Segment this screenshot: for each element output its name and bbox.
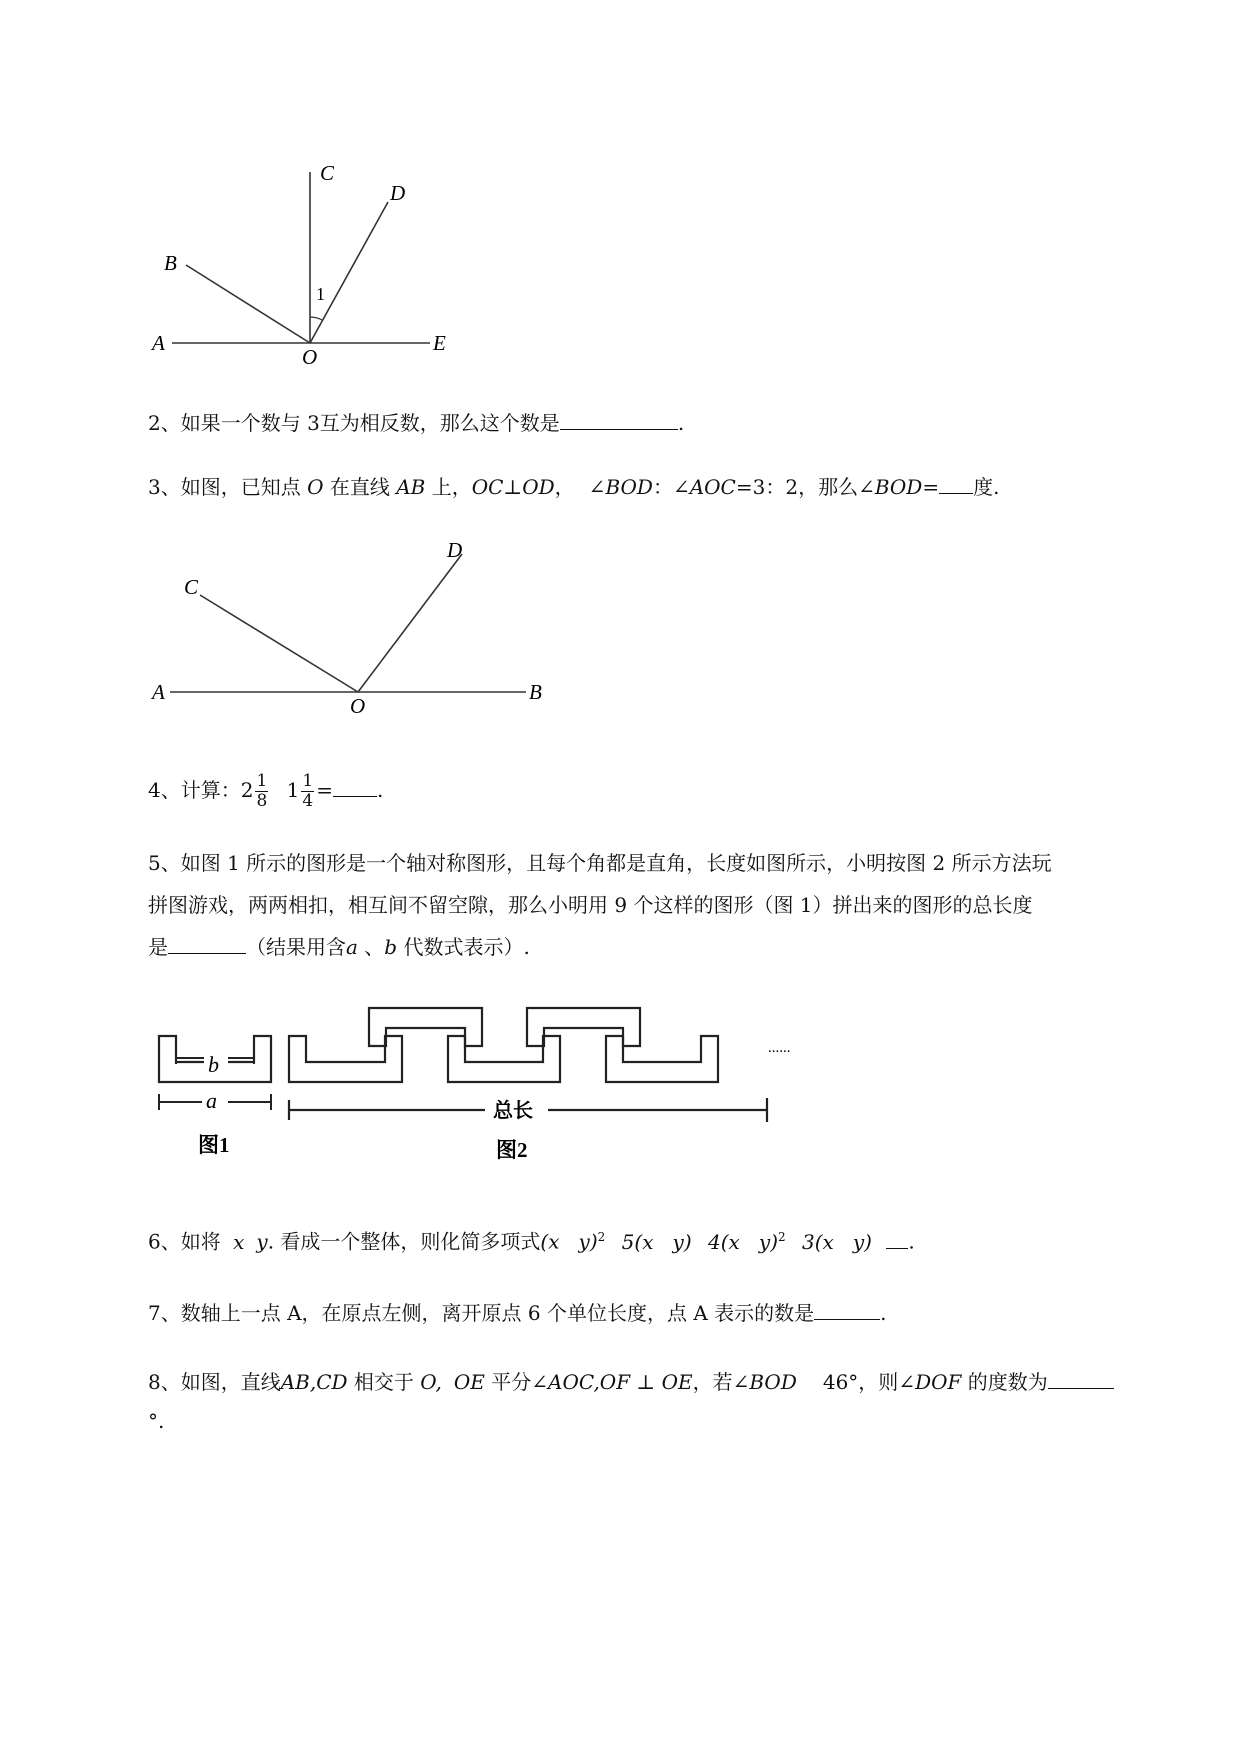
label-c: C: [320, 161, 335, 185]
q3-bod: BOD: [874, 475, 923, 499]
q3-angle: ∠: [672, 475, 690, 499]
question-5-line-1: 5、如图 1 所示的图形是一个轴对称图形，且每个角都是直角，长度如图所示，小明按图 2 所示方法玩: [148, 851, 1052, 875]
figure-angle-diagram-1: [140, 150, 460, 370]
q3-oc: OC: [471, 475, 504, 499]
q7-end: .: [880, 1301, 887, 1325]
q3-part: 上，: [425, 475, 472, 499]
ray-od: [358, 554, 462, 692]
figure-puzzle-diagram: [140, 1000, 880, 1170]
answer-blank: [560, 409, 678, 430]
answer-blank: [333, 772, 377, 797]
q6-text: 6、如将: [148, 1229, 228, 1254]
q5-text: 、: [357, 935, 385, 959]
q5-var-b: b: [384, 935, 398, 959]
label-b: B: [529, 680, 542, 704]
figure-angle-diagram-2: [140, 530, 560, 720]
fig2-caption: 图2: [496, 1138, 528, 1162]
q4-eq: =: [316, 778, 333, 802]
q8-text: 平分: [484, 1370, 532, 1394]
q6-y: y: [256, 1229, 268, 1254]
question-5-line-2: 拼图游戏，两两相扣，相互间不留空隙，那么小明用 9 个这样的图形（图 1）拼出来的图形的总长度: [148, 893, 1033, 917]
numerator: 1: [302, 771, 314, 791]
q3-aoc: AOC: [689, 475, 736, 499]
q8-o: O,: [420, 1370, 442, 1394]
q5-text: 代数式表示）.: [397, 935, 530, 959]
q8-text: ，若: [692, 1370, 733, 1394]
q4-whole-2: 1: [286, 778, 300, 802]
label-o: O: [350, 694, 366, 718]
fig2-piece-5: [606, 1036, 718, 1082]
q8-text: 的度数为: [961, 1370, 1048, 1394]
q5-text: （结果用含: [246, 935, 346, 959]
fraction-2: [301, 772, 314, 811]
q8-text: 相交于: [347, 1370, 421, 1394]
question-6: 6、如将 x y. 看成一个整体，则化简多项式(x y)$^2$ 5(x y) 4(x y)$^2$ 3(x y) .: [148, 1229, 915, 1254]
answer-blank: [886, 1228, 908, 1249]
label-c: C: [184, 575, 199, 599]
q8-oe: OE: [453, 1370, 485, 1394]
question-2-text: 2、如果一个数与 3互为相反数，那么这个数是: [148, 411, 560, 435]
q6-text: . 看成一个整体，则化简多项式: [267, 1229, 541, 1254]
ray-ob: [186, 265, 310, 343]
q8-lines: AB,CD: [280, 1370, 348, 1394]
q8-text: 8、如图，直线: [148, 1370, 281, 1394]
q3-angle: ∠: [588, 475, 606, 499]
label-a: a: [206, 1088, 217, 1113]
q8-bod: ∠BOD: [732, 1370, 797, 1394]
q6-term-1: (x y): [540, 1229, 598, 1254]
q3-end: 度.: [973, 475, 1000, 499]
label-d: D: [390, 181, 406, 205]
q6-term-2: 5(x y): [621, 1229, 692, 1254]
label-e: E: [433, 331, 446, 355]
q8-text: 46°，则: [822, 1370, 899, 1394]
q3-part: =3：2，那么∠: [735, 475, 875, 499]
question-5-line-3: [148, 932, 530, 962]
q6-term-4: 3(x y): [802, 1229, 872, 1254]
fraction-1: [255, 772, 268, 811]
label-angle-1: 1: [316, 284, 325, 304]
label-b: b: [208, 1052, 219, 1077]
angle-arc: [310, 317, 322, 320]
question-8-line-2: °.: [148, 1409, 165, 1433]
q3-point: O: [307, 475, 324, 499]
label-d: D: [447, 538, 463, 562]
q3-part: ：: [652, 475, 673, 499]
q3-eq: =: [922, 475, 940, 499]
answer-blank: [814, 1299, 880, 1320]
question-4: [148, 770, 383, 811]
q6-x: x: [233, 1229, 245, 1254]
ray-od: [310, 202, 388, 343]
numerator: 1: [256, 771, 268, 791]
total-length-label: 总长: [493, 1100, 533, 1122]
denominator: 4: [302, 791, 314, 811]
q3-perp: ⊥: [503, 475, 523, 499]
q5-text: 是: [148, 935, 168, 959]
ray-oc: [200, 595, 358, 692]
q3-part: 在直线: [323, 475, 397, 499]
q5-var-a: a: [346, 935, 358, 959]
q3-line: AB: [396, 475, 426, 499]
q4-prefix: 4、计算：: [148, 778, 241, 802]
question-3: [148, 472, 999, 502]
question-2-end: .: [677, 411, 685, 435]
label-b: B: [164, 251, 177, 275]
q4-end: .: [376, 778, 384, 802]
question-8: [148, 1367, 1114, 1397]
continuation-dots: ......: [768, 1040, 791, 1056]
q6-end: .: [908, 1229, 915, 1254]
answer-blank: [1048, 1368, 1114, 1389]
question-7: [148, 1298, 886, 1328]
q4-whole-1: 2: [240, 778, 254, 802]
q3-od: OD: [522, 475, 555, 499]
label-a: A: [152, 331, 165, 355]
q8-dof: ∠DOF: [898, 1370, 962, 1394]
q3-part: ，: [554, 475, 575, 499]
q3-bod: BOD: [605, 475, 653, 499]
label-a: A: [152, 680, 165, 704]
q8-aoc: ∠AOC,OF ⊥ OE: [531, 1370, 693, 1394]
denominator: 8: [256, 791, 268, 811]
fig1-caption: 图1: [198, 1133, 230, 1157]
question-2: [148, 408, 684, 438]
answer-blank: [168, 933, 246, 954]
q7-text: 7、数轴上一点 A，在原点左侧，离开原点 6 个单位长度，点 A 表示的数是: [148, 1301, 815, 1325]
label-o: O: [302, 345, 318, 369]
answer-blank: [939, 473, 973, 494]
q3-part: 3、如图，已知点: [148, 475, 308, 499]
q6-term-3: 4(x y): [708, 1229, 778, 1254]
